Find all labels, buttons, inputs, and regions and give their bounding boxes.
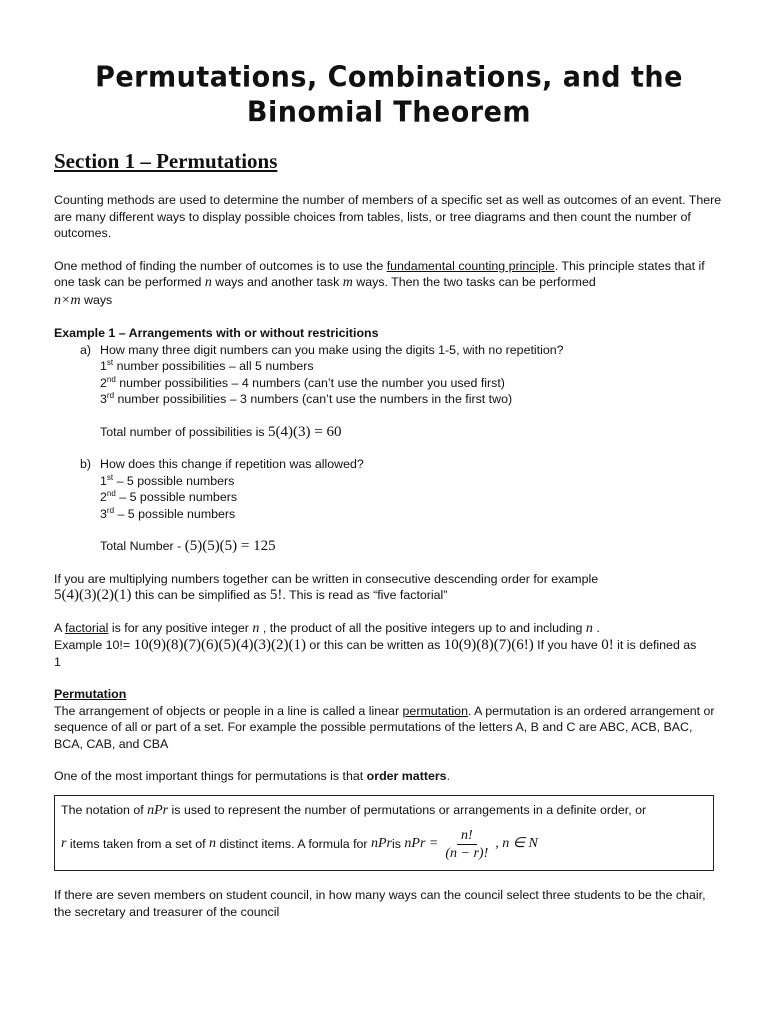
section-heading: Section 1 – Permutations [54, 149, 278, 173]
formula-fraction: $\frac{n!}{(n - r)!}$ [445, 828, 489, 861]
definition-box [54, 795, 714, 872]
factorial-term: factorial [65, 620, 109, 635]
possibility-line: 2nd – 5 possible numbers [100, 488, 238, 504]
example-1a-lines [54, 358, 724, 408]
document-page [54, 62, 724, 920]
example-1b-lines [54, 473, 724, 523]
example-1-heading: Example 1 – Arrangements with or without restricitions [54, 326, 379, 340]
possibility-line: 1st number possibilities – all 5 numbers [100, 357, 314, 373]
example-1a-total: Total number of possibilities is 5(4)(3) = 60 [100, 423, 342, 440]
consecutive-paragraph: If you are multiplying numbers together can be written in consecutive descending order for example 5(4)(3)(2)(1) this can be simplified as 5!. This is read as “five factorial” [54, 571, 599, 603]
permutation-heading: Permutation [54, 687, 127, 701]
permutation-paragraph: The arrangement of objects or people in a line is called a linear permutation. A permutation is an ordered arrangement or sequence of all or part of a set. For example the possible permutations of the letters A, B and C are ABC, ACB, BAC, BCA, CAB, and CBA [54, 703, 715, 751]
possibility-line: 1st – 5 possible numbers [100, 472, 235, 488]
example-1a: a) How many three digit numbers can you make using the digits 1-5, with no repetition? [80, 342, 564, 357]
closing-paragraph: If there are seven members on student council, in how many ways can the council select three students to be the chair, the secretary and treasurer of the council [54, 888, 706, 919]
title-line-1: Permutations, Combinations, and the [95, 61, 683, 94]
title-line-2: Binomial Theorem [246, 96, 532, 129]
document-title [54, 60, 724, 129]
fcp-paragraph: One method of finding the number of outcomes is to use the fundamental counting principle. This principle states that if one task can be performed n ways and another task m ways. Then the two tasks can be performed n×m ways [54, 258, 705, 308]
possibility-line: 2nd number possibilities – 4 numbers (can’t use the number you used first) [100, 374, 505, 390]
possibility-line: 3rd number possibilities – 3 numbers (can’t use the numbers in the first two) [100, 390, 513, 406]
factorial-paragraph: A factorial is for any positive integer n , the product of all the positive integers up to and including n . Example 10!= 10(9)(8)(7)(6)(5)(4)(3)(2)(1) or this can be written as 10(9)(8)(7)(6!) If you have 0! it is defined as 1 [54, 620, 697, 669]
example-1b: b) How does this change if repetition was allowed? [80, 457, 364, 471]
intro-paragraph: Counting methods are used to determine the number of members of a specific set as well as outcomes of an event. There are many different ways to display possible choices from tables, lists, or tree diagrams and then count the number of outcomes. [54, 193, 722, 240]
box-line-1: The notation of nPr is used to represent the number of permutations or arrangements in a definite order, or [61, 802, 647, 818]
permutation-term: permutation [402, 703, 468, 718]
fcp-term: fundamental counting principle [386, 258, 555, 273]
possibility-line: 3rd – 5 possible numbers [100, 505, 236, 521]
example-1b-total: Total Number - (5)(5)(5) = 125 [100, 538, 276, 554]
order-matters-paragraph: One of the most important things for permutations is that order matters. [54, 769, 451, 783]
box-line-2: r items taken from a set of n distinct items. A formula for nPr is nPr = $\frac{n!}{(n - r)!}$ , n ∈ N [61, 828, 538, 861]
